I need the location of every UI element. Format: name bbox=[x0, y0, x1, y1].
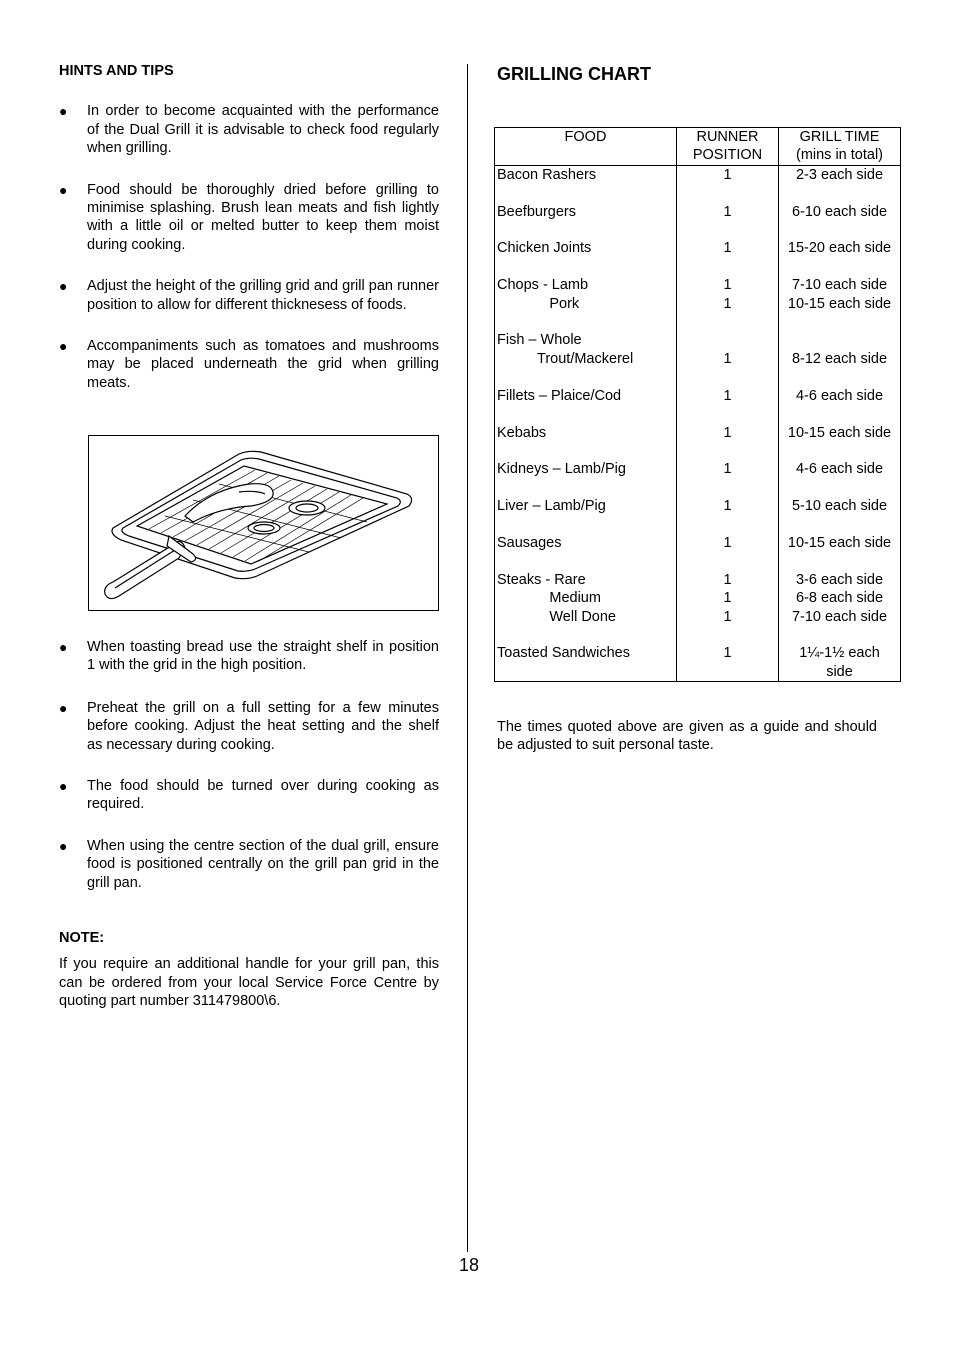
hint-text: The food should be turned over during cooking as required. bbox=[87, 778, 439, 813]
cell-time-line: side bbox=[826, 663, 853, 680]
cell-time-line: 7-10 each side bbox=[791, 608, 888, 625]
hint-item bbox=[59, 699, 439, 754]
row-spacer bbox=[679, 516, 776, 534]
cell-food-line: Sausages bbox=[497, 534, 562, 551]
cell-food-line: Fillets – Plaice/Cod bbox=[497, 387, 622, 404]
row-spacer bbox=[497, 552, 674, 570]
cell-runner bbox=[677, 387, 779, 424]
row-spacer bbox=[497, 368, 674, 386]
row-spacer bbox=[497, 313, 674, 331]
cell-runner bbox=[677, 203, 779, 240]
cell-food-line: Medium bbox=[497, 590, 601, 607]
bullet-icon: ● bbox=[59, 639, 68, 655]
cell-food bbox=[495, 387, 677, 424]
cell-food bbox=[495, 497, 677, 534]
cell-runner-line: 1 bbox=[723, 590, 732, 607]
hints-list-top bbox=[59, 102, 439, 392]
cell-time-line: 10-15 each side bbox=[787, 534, 892, 551]
grill-pan-drawing bbox=[89, 436, 440, 612]
cell-food-line: Kebabs bbox=[497, 424, 547, 441]
cell-runner bbox=[677, 534, 779, 571]
hint-text: Preheat the grill on a full setting for a few minutes before cooking. Adjust the heat setting and the shelf as necessary during cooking. bbox=[87, 699, 439, 753]
row-spacer bbox=[679, 442, 776, 460]
bullet-icon: ● bbox=[59, 699, 68, 716]
cell-runner-line: 1 bbox=[723, 608, 732, 625]
table-row bbox=[495, 497, 901, 534]
cell-food bbox=[495, 571, 677, 645]
table-body bbox=[495, 165, 901, 681]
cell-food bbox=[495, 276, 677, 331]
header-time-line1: GRILL TIME bbox=[799, 129, 880, 145]
row-spacer bbox=[781, 258, 898, 276]
cell-time-line: 2-3 each side bbox=[795, 166, 884, 183]
table-row bbox=[495, 424, 901, 461]
bullet-icon: ● bbox=[59, 278, 68, 295]
row-spacer bbox=[781, 184, 898, 202]
row-spacer bbox=[679, 479, 776, 497]
row-spacer bbox=[781, 313, 898, 331]
cell-time-line: 10-15 each side bbox=[787, 424, 892, 441]
cell-food-line: Bacon Rashers bbox=[497, 166, 597, 183]
header-time-line2: (mins in total) bbox=[795, 147, 884, 164]
cell-runner bbox=[677, 424, 779, 461]
cell-time bbox=[779, 276, 901, 331]
hints-title: HINTS AND TIPS bbox=[59, 63, 174, 79]
row-spacer bbox=[679, 184, 776, 202]
hint-text: In order to become acquainted with the performance of the Dual Grill it is advisable to check food regularly when grilling. bbox=[87, 103, 439, 157]
row-spacer bbox=[679, 626, 776, 644]
cell-food-line: Chicken Joints bbox=[497, 240, 592, 257]
header-runner-line1: RUNNER bbox=[696, 129, 759, 145]
row-spacer bbox=[679, 313, 776, 331]
cell-runner bbox=[677, 571, 779, 645]
cell-time bbox=[779, 165, 901, 202]
cell-time-line: 6-8 each side bbox=[795, 590, 884, 607]
cell-runner-line: 1 bbox=[723, 240, 732, 257]
row-spacer bbox=[679, 221, 776, 239]
cell-time bbox=[779, 331, 901, 386]
cell-time-line: 1¼-1½ each bbox=[799, 645, 880, 662]
cell-runner-line: 1 bbox=[723, 571, 732, 588]
hint-text: When toasting bread use the straight shelf in position 1 with the grid in the high position. bbox=[87, 639, 439, 674]
hint-item bbox=[59, 777, 439, 814]
header-grill-time bbox=[779, 128, 901, 166]
table-row bbox=[495, 387, 901, 424]
hints-column-lower bbox=[59, 638, 439, 1011]
note-text: If you require an additional handle for your grill pan, this can be ordered from your local Service Force Centre by quoting part number 311479800\6. bbox=[59, 956, 439, 1010]
table-row bbox=[495, 571, 901, 645]
row-spacer bbox=[679, 552, 776, 570]
cell-food-line: Liver – Lamb/Pig bbox=[497, 498, 606, 515]
cell-time-line: 15-20 each side bbox=[787, 240, 892, 257]
cell-time bbox=[779, 424, 901, 461]
hint-item bbox=[59, 102, 439, 157]
bullet-icon: ● bbox=[59, 778, 68, 795]
cell-runner-line: 1 bbox=[723, 498, 732, 515]
column-divider bbox=[467, 64, 468, 1252]
cell-time bbox=[779, 534, 901, 571]
cell-food bbox=[495, 644, 677, 681]
row-spacer bbox=[497, 184, 674, 202]
cell-food bbox=[495, 534, 677, 571]
row-spacer bbox=[497, 626, 674, 644]
cell-runner-line bbox=[679, 331, 776, 349]
row-spacer bbox=[781, 479, 898, 497]
cell-runner bbox=[677, 331, 779, 386]
row-spacer bbox=[497, 258, 674, 276]
cell-food-line: Steaks - Rare bbox=[497, 571, 586, 588]
cell-runner-line: 1 bbox=[723, 203, 732, 220]
cell-food-line: Pork bbox=[497, 295, 580, 312]
hint-text: Adjust the height of the grilling grid and grill pan runner position to allow for different thicknesess of foods. bbox=[87, 278, 439, 313]
cell-food-line: Fish – Whole bbox=[497, 332, 582, 349]
cell-time-line: 3-6 each side bbox=[795, 571, 884, 588]
cell-time-line: 7-10 each side bbox=[791, 277, 888, 294]
header-food-label: FOOD bbox=[564, 129, 607, 145]
hint-item bbox=[59, 337, 439, 392]
table-row bbox=[495, 276, 901, 331]
cell-time-line: 4-6 each side bbox=[795, 461, 884, 478]
row-spacer bbox=[781, 516, 898, 534]
cell-runner-line: 1 bbox=[723, 295, 732, 312]
cell-runner bbox=[677, 165, 779, 202]
cell-runner bbox=[677, 497, 779, 534]
row-spacer bbox=[781, 368, 898, 386]
cell-runner bbox=[677, 460, 779, 497]
hint-item bbox=[59, 181, 439, 255]
cell-runner-line: 1 bbox=[723, 277, 732, 294]
cell-runner-line: 1 bbox=[723, 461, 732, 478]
cell-runner bbox=[677, 239, 779, 276]
cell-food bbox=[495, 203, 677, 240]
cell-time-line: 8-12 each side bbox=[791, 350, 888, 367]
cell-runner bbox=[677, 644, 779, 681]
row-spacer bbox=[679, 405, 776, 423]
table-row bbox=[495, 203, 901, 240]
cell-time-line bbox=[781, 331, 898, 349]
table-row bbox=[495, 165, 901, 202]
cell-time-line: 6-10 each side bbox=[791, 203, 888, 220]
header-runner-line2: POSITION bbox=[692, 147, 763, 164]
cell-food-line: Trout/Mackerel bbox=[497, 350, 634, 367]
row-spacer bbox=[497, 479, 674, 497]
row-spacer bbox=[497, 405, 674, 423]
table-row bbox=[495, 644, 901, 681]
bullet-icon: ● bbox=[59, 103, 68, 120]
cell-time bbox=[779, 460, 901, 497]
cell-runner bbox=[677, 276, 779, 331]
hints-list-bottom bbox=[59, 638, 439, 892]
cell-runner-line: 1 bbox=[723, 534, 732, 551]
row-spacer bbox=[497, 516, 674, 534]
row-spacer bbox=[679, 258, 776, 276]
table-row bbox=[495, 460, 901, 497]
hint-item bbox=[59, 837, 439, 892]
cell-time bbox=[779, 571, 901, 645]
row-spacer bbox=[781, 626, 898, 644]
cell-time bbox=[779, 644, 901, 681]
cell-time bbox=[779, 203, 901, 240]
cell-food bbox=[495, 165, 677, 202]
cell-time-line: 10-15 each side bbox=[787, 295, 892, 312]
hint-text: Accompaniments such as tomatoes and mushrooms may be placed underneath the grid when grilling meats. bbox=[87, 338, 439, 391]
cell-food bbox=[495, 239, 677, 276]
hints-column bbox=[59, 62, 439, 392]
table-row bbox=[495, 534, 901, 571]
grilling-chart-table bbox=[494, 127, 901, 682]
table-row bbox=[495, 331, 901, 386]
header-food-spacer bbox=[497, 146, 674, 164]
bullet-icon: ● bbox=[59, 181, 68, 198]
bullet-icon: ● bbox=[59, 837, 68, 854]
guide-note: The times quoted above are given as a guide and should be adjusted to suit personal taste. bbox=[497, 719, 877, 754]
cell-time bbox=[779, 239, 901, 276]
grilling-chart-column bbox=[497, 62, 899, 86]
row-spacer bbox=[781, 405, 898, 423]
cell-food bbox=[495, 460, 677, 497]
hint-text: Food should be thoroughly dried before grilling to minimise splashing. Brush lean meats and fish lightly with a little oil or melted butter to keep them moist during cooking. bbox=[87, 181, 439, 253]
cell-time-line: 4-6 each side bbox=[795, 387, 884, 404]
table-header-row bbox=[495, 128, 901, 166]
cell-time-line: 5-10 each side bbox=[791, 498, 888, 515]
bullet-icon: ● bbox=[59, 338, 68, 355]
row-spacer bbox=[679, 368, 776, 386]
cell-food-line: Well Done bbox=[497, 608, 616, 625]
hint-item bbox=[59, 638, 439, 675]
cell-time bbox=[779, 387, 901, 424]
cell-food-line: Chops - Lamb bbox=[497, 277, 589, 294]
grill-pan-illustration-icon bbox=[88, 435, 439, 611]
cell-runner-line: 1 bbox=[723, 166, 732, 183]
chart-title: GRILLING CHART bbox=[497, 64, 651, 84]
table-row bbox=[495, 239, 901, 276]
cell-food-line: Kidneys – Lamb/Pig bbox=[497, 461, 626, 478]
cell-runner-line: 1 bbox=[723, 387, 732, 404]
cell-food-line: Beefburgers bbox=[497, 203, 576, 220]
cell-time bbox=[779, 497, 901, 534]
cell-food-line: Toasted Sandwiches bbox=[497, 645, 630, 662]
hint-item bbox=[59, 277, 439, 314]
cell-runner-line: 1 bbox=[723, 645, 732, 662]
note-section bbox=[59, 929, 439, 1011]
page-number: 18 bbox=[458, 1255, 480, 1275]
hint-text: When using the centre section of the dual grill, ensure food is positioned centrally on the grill pan grid in the grill pan. bbox=[87, 837, 439, 891]
note-title: NOTE: bbox=[59, 930, 105, 947]
cell-runner-line: 1 bbox=[723, 424, 732, 441]
cell-food bbox=[495, 424, 677, 461]
row-spacer bbox=[781, 221, 898, 239]
header-food bbox=[495, 128, 677, 166]
row-spacer bbox=[781, 442, 898, 460]
cell-food bbox=[495, 331, 677, 386]
header-runner bbox=[677, 128, 779, 166]
cell-runner-line: 1 bbox=[723, 350, 732, 367]
row-spacer bbox=[497, 221, 674, 239]
row-spacer bbox=[781, 552, 898, 570]
row-spacer bbox=[497, 442, 674, 460]
